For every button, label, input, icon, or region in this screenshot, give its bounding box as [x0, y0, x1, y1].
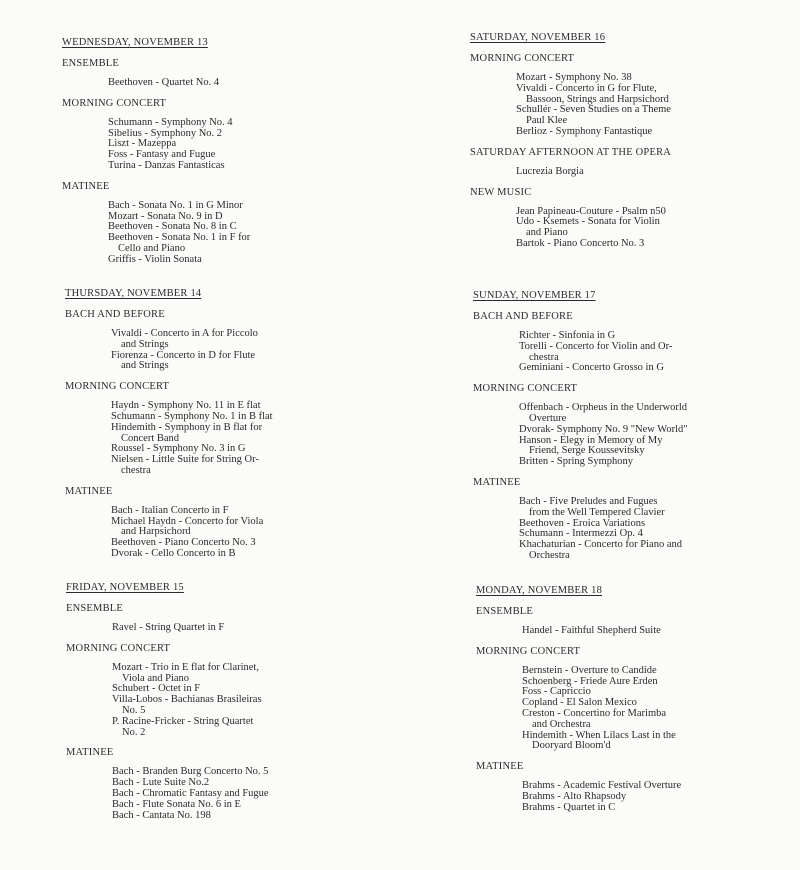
program-list: [522, 666, 707, 752]
program-item: [522, 666, 707, 677]
day-heading: FRIDAY, NOVEMBER 15: [66, 582, 184, 593]
program-item-line: Bach - Flute Sonata No. 6 in E: [112, 798, 241, 810]
program-item-line: Vivaldi - Concerto in A for Piccolo: [111, 328, 258, 339]
section-heading: MORNING CONCERT: [473, 383, 578, 395]
section-heading: ENSEMBLE: [66, 603, 124, 614]
program-item: [111, 549, 296, 560]
program-item-line: Offenbach - Orpheus in the Underworld: [519, 402, 688, 414]
program-item-line: Sibelius - Symphony No. 2: [108, 127, 223, 139]
program-item-line: Dvorak - Cello Concerto in B: [111, 547, 236, 559]
program-list: [516, 207, 701, 250]
section-heading: MORNING CONCERT: [476, 645, 581, 657]
program-section: [62, 57, 293, 89]
day-heading: THURSDAY, NOVEMBER 14: [65, 288, 202, 299]
section-heading: MORNING CONCERT: [65, 381, 170, 393]
program-item-line: Hindemith - When Lilacs Last in the: [522, 729, 676, 741]
day-heading: MONDAY, NOVEMBER 18: [476, 585, 603, 596]
program-item-line: Fiorenza - Concerto in D for Flute: [111, 349, 256, 361]
program-item-line: Beethoven - Sonata No. 1 in F for: [108, 232, 251, 244]
day-block-monday: [476, 584, 707, 814]
program-item-line: Mozart - Symphony No. 38: [516, 72, 632, 83]
day-heading: SATURDAY, NOVEMBER 16: [470, 32, 606, 43]
program-item-line: Schumann - Symphony No. 1 in B flat: [111, 410, 273, 422]
program-section: [473, 382, 704, 468]
program-item-line: Torelli - Concerto for Violin and Or-: [519, 340, 673, 352]
program-item-line: Ravel - String Quartet in F: [112, 622, 225, 633]
program-item-line: P. Racine-Fricker - String Quartet: [112, 715, 254, 727]
program-item-line: Khachaturian - Concerto for Piano and: [519, 539, 682, 551]
program-item-line: Jean Papineau-Couture - Psalm n50: [516, 205, 666, 217]
program-item: [108, 201, 293, 212]
program-item-line: Bach - Branden Burg Concerto No. 5: [112, 766, 269, 778]
program-item-continuation: Viola and Piano: [122, 672, 190, 684]
section-heading: MORNING CONCERT: [62, 97, 167, 109]
program-item-line: Creston - Concertino for Marimba: [522, 707, 667, 719]
program-item-continuation: from the Well Tempered Clavier: [529, 506, 665, 518]
program-item: [519, 403, 704, 425]
section-heading: ENSEMBLE: [476, 606, 534, 617]
program-item-line: Brahms - Alto Rhapsody: [522, 790, 627, 802]
day-block-saturday: [470, 31, 701, 250]
program-item-line: Britten - Spring Symphony: [519, 456, 634, 468]
program-item: [516, 105, 701, 127]
program-item-continuation: and Strings: [121, 360, 169, 372]
program-item: [111, 329, 296, 351]
program-item-line: Mozart - Sonata No. 9 in D: [108, 210, 223, 222]
program-item-line: Berlioz - Symphony Fantastique: [516, 125, 653, 137]
program-item: [112, 695, 297, 717]
program-item-line: Bach - Five Preludes and Fugues: [519, 495, 658, 507]
section-heading: MATINEE: [66, 747, 114, 759]
program-list: [516, 167, 701, 178]
program-item-line: Vivaldi - Concerto in G for Flute,: [516, 82, 657, 94]
program-list: [108, 201, 293, 266]
section-heading: SATURDAY AFTERNOON AT THE OPERA: [470, 146, 672, 158]
program-item-line: Bartok - Piano Concerto No. 3: [516, 237, 645, 249]
program-item-continuation: No. 5: [122, 704, 146, 716]
program-item-line: Turina - Danzas Fantasticas: [108, 159, 225, 171]
program-item-continuation: chestra: [121, 464, 151, 476]
program-item: [112, 623, 297, 634]
program-item-line: Bach - Chromatic Fantasy and Fugue: [112, 787, 269, 799]
program-item-line: Villa-Lobos - Bachianas Brasileiras: [112, 694, 262, 706]
program-item-line: Hindemith - Symphony in B flat for: [111, 421, 263, 433]
program-item: [112, 800, 297, 811]
program-item: [519, 425, 704, 436]
program-item-line: Bach - Lute Suite No.2: [112, 777, 210, 789]
program-list: [108, 78, 293, 89]
program-item-line: Beethoven - Piano Concerto No. 3: [111, 537, 256, 549]
program-item: [111, 506, 296, 517]
program-item-line: Bach - Italian Concerto in F: [111, 504, 229, 516]
program-item-line: Hanson - Elegy in Memory of My: [519, 434, 663, 446]
program-item: [519, 363, 704, 374]
program-section: [473, 310, 704, 374]
day-block-friday: [66, 581, 297, 821]
program-list: [112, 767, 297, 821]
program-section: [473, 476, 704, 562]
program-item-line: Beethoven - Quartet No. 4: [108, 77, 220, 88]
program-section: [65, 380, 296, 477]
program-item-line: Haydn - Symphony No. 11 in E flat: [111, 400, 261, 412]
program-item-continuation: Orchestra: [529, 549, 570, 561]
program-item-line: Schoenberg - Friede Aure Erden: [522, 675, 658, 687]
program-item-continuation: and Harpsichord: [121, 526, 191, 538]
program-item-continuation: Concert Band: [121, 432, 180, 444]
program-item: [519, 457, 704, 468]
program-list: [519, 497, 704, 562]
program-section: [65, 308, 296, 372]
program-item-line: Foss - Capriccio: [522, 686, 591, 698]
program-list: [112, 623, 297, 634]
program-item-continuation: and Orchestra: [532, 718, 591, 730]
program-section: [66, 746, 297, 821]
program-item-line: Handel - Faithful Shepherd Suite: [522, 625, 661, 636]
program-item-line: Roussel - Symphony No. 3 in G: [111, 443, 246, 455]
program-item: [111, 351, 296, 373]
program-item: [516, 127, 701, 138]
program-item: [111, 455, 296, 477]
program-item: [108, 161, 293, 172]
program-item-line: Schumann - Intermezzi Op. 4: [519, 528, 643, 540]
program-item-line: Schullér - Seven Studies on a Theme: [516, 104, 671, 116]
program-item-line: Bach - Cantata No. 198: [112, 809, 211, 821]
program-item: [108, 233, 293, 255]
program-item-line: Lucrezia Borgia: [516, 165, 584, 177]
program-item: [519, 540, 704, 562]
program-item-line: Schumann - Symphony No. 4: [108, 116, 233, 128]
program-section: [476, 605, 707, 637]
program-list: [111, 506, 296, 560]
program-section: [476, 645, 707, 752]
program-item-continuation: No. 2: [122, 726, 146, 738]
program-list: [108, 118, 293, 172]
program-item-line: Beethoven - Eroica Variations: [519, 517, 646, 529]
program-item: [111, 423, 296, 445]
program-item-line: Copland - El Salon Mexico: [522, 697, 637, 709]
day-heading: SUNDAY, NOVEMBER 17: [473, 290, 596, 301]
program-item-line: Bernstein - Overture to Candide: [522, 664, 657, 676]
program-item-continuation: and Strings: [121, 338, 169, 350]
program-item-line: Udo - Ksemets - Sonata for Violin: [516, 216, 660, 228]
program-item-line: Brahms - Academic Festival Overture: [522, 780, 682, 792]
program-section: [65, 485, 296, 560]
day-block-wednesday: [62, 36, 293, 266]
program-section: [470, 146, 701, 178]
program-item-line: Beethoven - Sonata No. 8 in C: [108, 221, 237, 233]
program-item-continuation: Friend, Serge Koussevitsky: [529, 445, 645, 457]
program-item-line: Mozart - Trio in E flat for Clarinet,: [112, 661, 259, 673]
section-heading: MORNING CONCERT: [66, 642, 171, 654]
section-heading: MATINEE: [476, 761, 524, 773]
program-list: [516, 73, 701, 138]
program-item: [516, 217, 701, 239]
program-item-continuation: Overture: [529, 412, 567, 424]
program-item-line: Geminiani - Concerto Grosso in G: [519, 362, 664, 374]
program-item: [516, 239, 701, 250]
program-section: [476, 760, 707, 813]
program-list: [111, 329, 296, 372]
program-list: [112, 663, 297, 739]
program-item: [522, 803, 707, 814]
program-list: [522, 781, 707, 813]
program-item: [519, 342, 704, 364]
program-item-line: Griffis - Violin Sonata: [108, 253, 202, 265]
section-heading: BACH AND BEFORE: [65, 309, 165, 320]
program-item-continuation: Cello and Piano: [118, 242, 186, 254]
program-item: [108, 118, 293, 129]
program-item: [112, 717, 297, 739]
program-item: [516, 84, 701, 106]
program-item: [522, 626, 707, 637]
section-heading: BACH AND BEFORE: [473, 311, 573, 322]
section-heading: MATINEE: [65, 485, 113, 497]
program-section: [62, 97, 293, 172]
day-block-thursday: [65, 287, 296, 560]
program-item-continuation: chestra: [529, 351, 559, 363]
section-heading: NEW MUSIC: [470, 186, 532, 198]
program-list: [519, 331, 704, 374]
program-item-line: Michael Haydn - Concerto for Viola: [111, 515, 264, 527]
program-item-line: Dvorak- Symphony No. 9 "New World": [519, 423, 688, 435]
program-item-continuation: Bassoon, Strings and Harpsichord: [526, 93, 669, 105]
program-item-line: Foss - Fantasy and Fugue: [108, 149, 216, 161]
program-list: [519, 403, 704, 468]
program-section: [470, 186, 701, 250]
program-item: [108, 255, 293, 266]
program-item: [519, 436, 704, 458]
program-item: [516, 167, 701, 178]
program-item: [112, 663, 297, 685]
day-block-sunday: [473, 289, 704, 562]
program-list: [111, 401, 296, 477]
section-heading: MORNING CONCERT: [470, 53, 575, 64]
program-section: [66, 642, 297, 739]
section-heading: ENSEMBLE: [62, 58, 120, 69]
program-section: [66, 602, 297, 634]
program-item: [111, 517, 296, 539]
program-item: [108, 78, 293, 89]
program-item-continuation: Dooryard Bloom'd: [532, 740, 611, 752]
program-list: [522, 626, 707, 637]
day-heading: WEDNESDAY, NOVEMBER 13: [62, 37, 208, 48]
program-item-line: Brahms - Quartet in C: [522, 801, 616, 813]
program-item: [519, 497, 704, 519]
program-item-line: Liszt - Mazeppa: [108, 138, 177, 150]
section-heading: MATINEE: [473, 476, 521, 488]
program-section: [62, 180, 293, 266]
program-section: [470, 52, 701, 138]
program-item: [522, 731, 707, 753]
program-item: [112, 811, 297, 822]
program-item-continuation: Paul Klee: [526, 115, 568, 127]
program-item: [522, 709, 707, 731]
program-item-line: Schubert - Octet in F: [112, 683, 201, 695]
program-item-line: Richter - Sinfonia in G: [519, 330, 616, 341]
program-item-line: Nielsen - Little Suite for String Or-: [111, 454, 259, 466]
program-item-continuation: and Piano: [526, 227, 568, 239]
program-item-line: Bach - Sonata No. 1 in G Minor: [108, 199, 243, 211]
section-heading: MATINEE: [62, 180, 110, 192]
